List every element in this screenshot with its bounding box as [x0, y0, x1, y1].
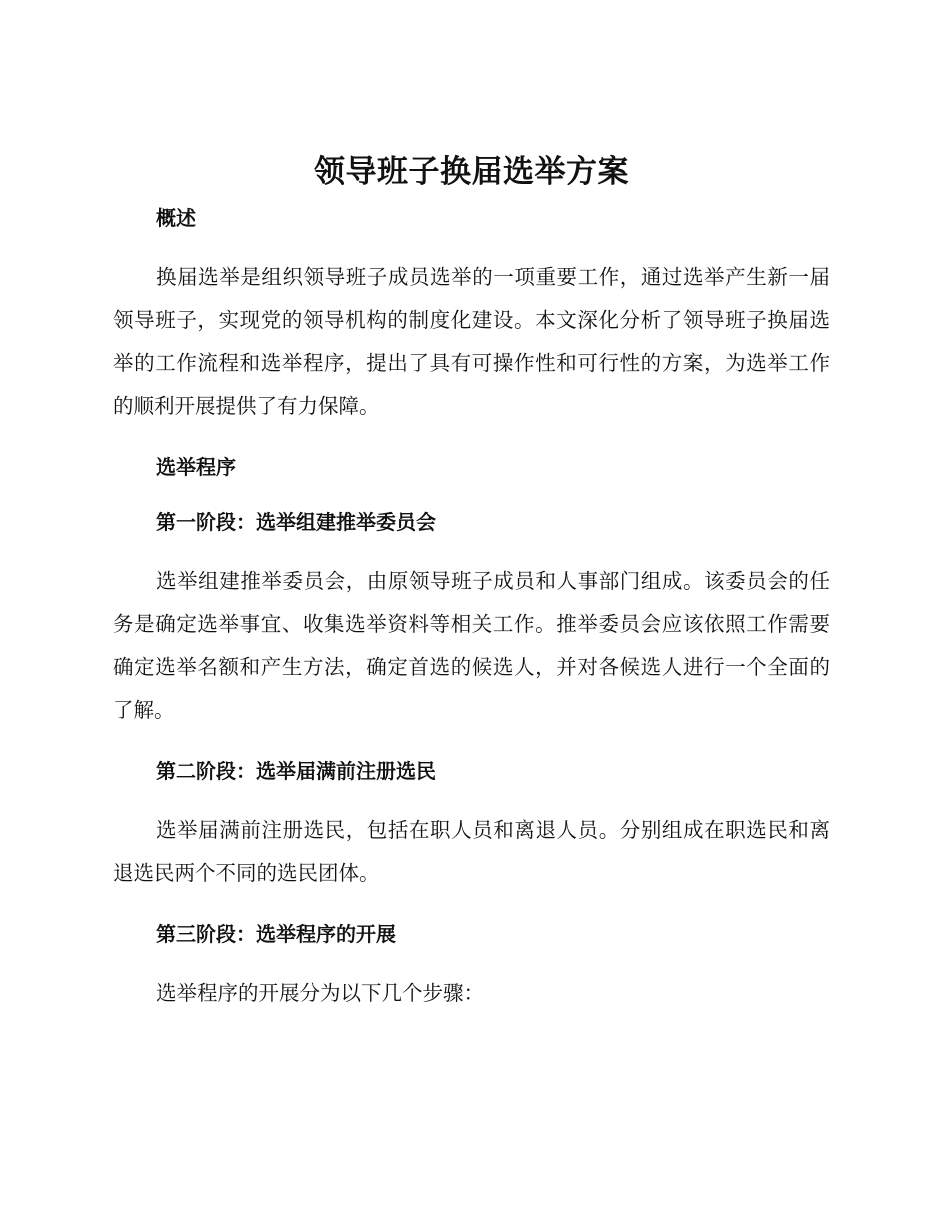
spacer [113, 785, 830, 809]
paragraph-stage1: 选举组建推举委员会，由原领导班子成员和人事部门组成。该委员会的任务是确定选举事宜、收集选举资料等相关工作。推举委员会应该依照工作需要确定选举名额和产生方法，确定首选的候选人，并对各候选人进行一个全面的了解。 [113, 569, 830, 722]
paragraph-stage2: 选举届满前注册选民，包括在职人员和离退人员。分别组成在职选民和离退选民两个不同的选民团体。 [113, 818, 830, 885]
spacer [113, 895, 830, 920]
section-heading-stage3: 第三阶段：选举程序的开展 [156, 922, 396, 946]
spacer [113, 948, 830, 972]
document-page [113, 150, 830, 1015]
spacer [113, 732, 830, 757]
section-heading-stage2: 第二阶段：选举届满前注册选民 [156, 759, 436, 783]
section-heading-overview: 概述 [156, 206, 196, 230]
section-heading-procedure: 选举程序 [156, 455, 236, 479]
spacer [113, 232, 830, 256]
spacer [113, 481, 830, 508]
paragraph-stage3: 选举程序的开展分为以下几个步骤： [156, 981, 484, 1005]
section-heading-stage1: 第一阶段：选举组建推举委员会 [156, 510, 436, 534]
paragraph-overview: 换届选举是组织领导班子成员选举的一项重要工作，通过选举产生新一届领导班子，实现党的领导机构的制度化建设。本文深化分析了领导班子换届选举的工作流程和选举程序，提出了具有可操作性和可行性的方案，为选举工作的顺利开展提供了有力保障。 [113, 265, 830, 418]
spacer [113, 428, 830, 453]
spacer [113, 536, 830, 560]
document-title: 领导班子换届选举方案 [314, 154, 629, 190]
